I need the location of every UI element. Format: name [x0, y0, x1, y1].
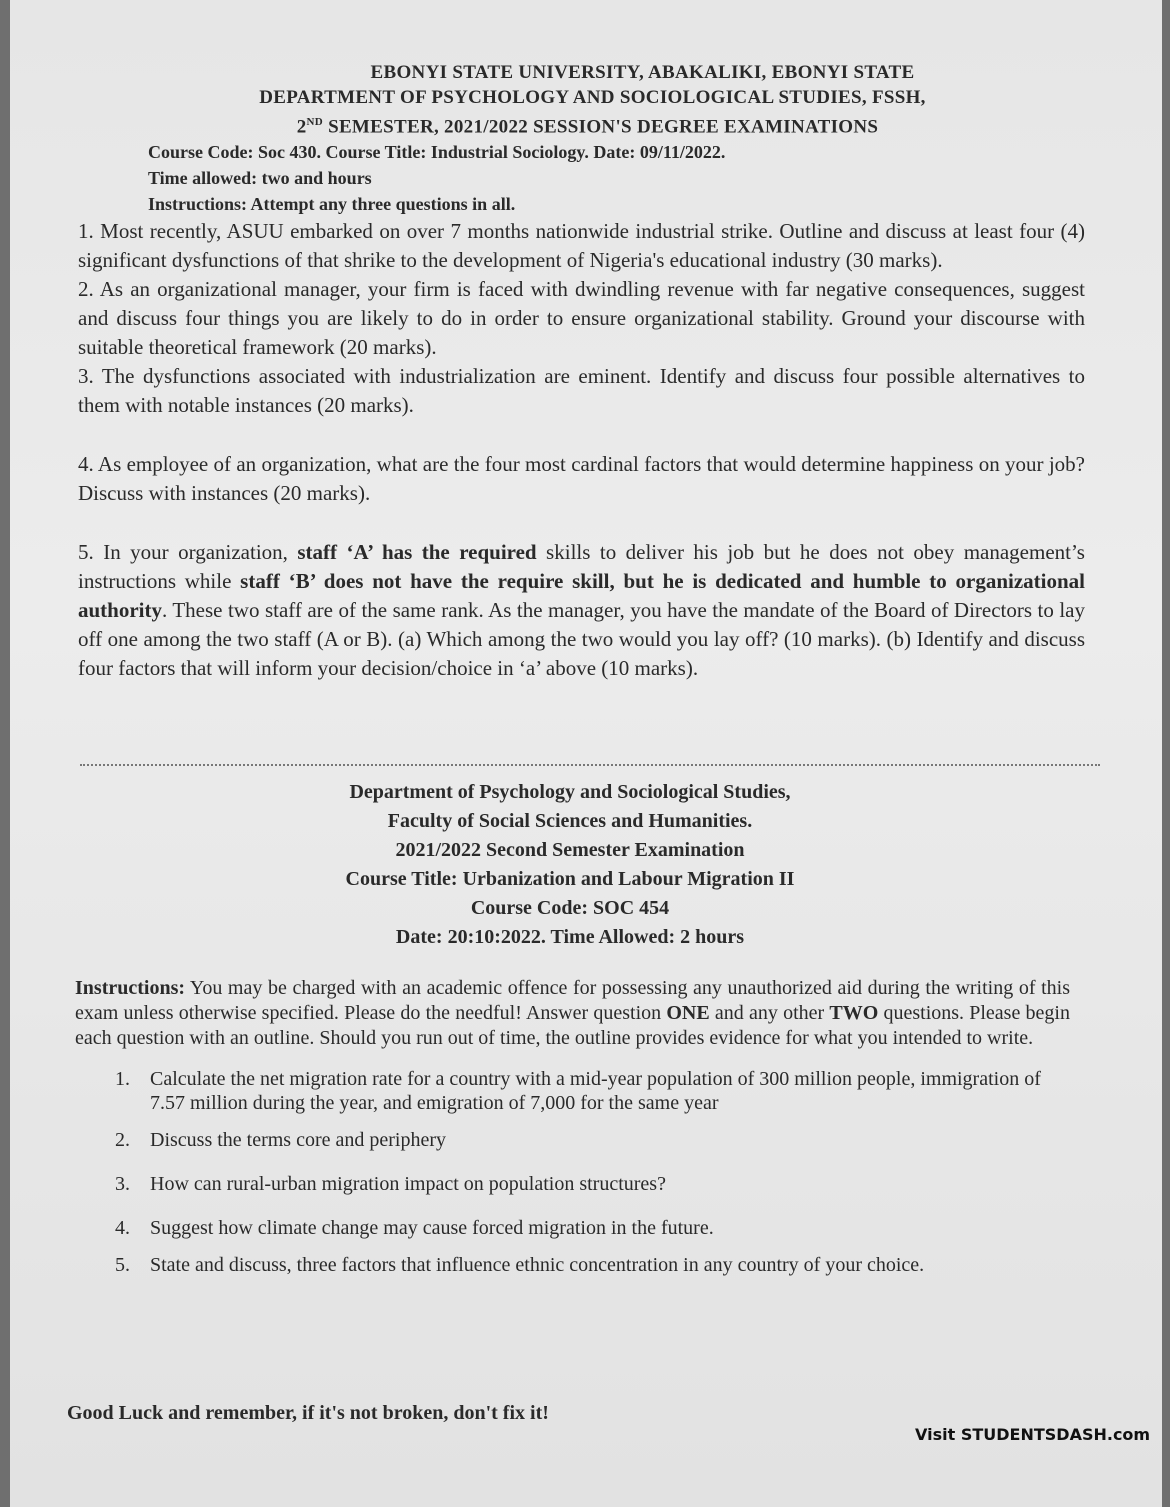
instructions: Instructions: Attempt any three questions in all. [148, 194, 516, 215]
q5-part-2: skills to deliver his job but he does not obey management’s instructions while [78, 540, 1085, 594]
q5-bold-1: staff ‘A’ has the required [297, 540, 537, 565]
semester-number: 2 [296, 116, 307, 138]
dotted-divider [80, 764, 1100, 766]
question-3: 3. The dysfunctions associated with industrialization are eminent. Identify and discuss four possible alternatives to them with notable instances (20 marks). [78, 364, 1085, 418]
instructions-one: ONE [666, 1002, 710, 1024]
instructions-mid: and any other [709, 1002, 830, 1024]
good-luck-note: Good Luck and remember, if it's not broken, don't fix it! [67, 1402, 549, 1424]
list-item [70, 1172, 1070, 1196]
question-number: 3. [115, 1173, 130, 1195]
watermark: Visit STUDENTSDASH.com [915, 1425, 1151, 1444]
question-number: 5. [115, 1254, 130, 1276]
q5-part-3: . These two staff are of the same rank. As the manager, you have the mandate of the Board of Directors to lay off one among the two staff (A or B). (a) Which among the two would you lay off? (10 marks). (b) Identify and discuss four factors that will inform your decision/choice in ‘a’ above (10 marks). [78, 598, 1085, 681]
question-5 [78, 538, 1085, 683]
instructions-end: questions. Please begin each question with an outline. Should you run out of time, the outline provides evidence for what you intended to write. [75, 1002, 1070, 1049]
instructions-label: Instructions: [75, 977, 186, 999]
question-text: State and discuss, three factors that influence ethnic concentration in any country of your choice. [150, 1254, 925, 1276]
list-item [70, 1128, 1070, 1152]
question-number: 2. [115, 1129, 130, 1151]
q5-bold-2: staff ‘B’ does not have the require skill, but he is dedicated and humble to organizational authority [78, 569, 1085, 623]
question-number: 4. [115, 1217, 130, 1239]
university-title: EBONYI STATE UNIVERSITY, ABAKALIKI, EBONYI STATE [370, 62, 915, 83]
question-list [70, 1067, 1070, 1277]
date-time: Date: 20:10:2022. Time Allowed: 2 hours [395, 926, 745, 948]
list-item [70, 1067, 1070, 1115]
question-2: 2. As an organizational manager, your firm is faced with dwindling revenue with far negative consequences, suggest and discuss four things you are likely to do in order to ensure organizational stability. Ground your discourse with suitable theoretical framework (20 marks). [78, 277, 1085, 360]
semester-rest: SEMESTER, 2021/2022 SESSION'S DEGREE EXAMINATIONS [323, 116, 879, 138]
instructions-text: You may be charged with an academic offence for possessing any unauthorized aid during the writing of this exam unless otherwise specified. Please do the needful! Answer question [75, 977, 1070, 1024]
faculty-title: Faculty of Social Sciences and Humanities. [387, 810, 753, 832]
question-text: Calculate the net migration rate for a country with a mid-year population of 300 million people, immigration of 7.57 million during the year, and emigration of 7,000 for the same year [150, 1068, 1041, 1114]
instructions-two: TWO [829, 1002, 879, 1024]
semester-superscript: ND [306, 116, 324, 128]
question-number: 1. [115, 1068, 130, 1090]
list-item [70, 1253, 1070, 1277]
exam-paper [10, 0, 1162, 1507]
exam-soc430 [70, 60, 1085, 683]
question-text: Suggest how climate change may cause forced migration in the future. [150, 1217, 714, 1239]
instructions-2 [75, 976, 1070, 1051]
question-1: 1. Most recently, ASUU embarked on over 7 months nationwide industrial strike. Outline and discuss at least four (4) significant dysfunctions of that shrike to the development of Nigeria's educational industry (30 marks). [78, 219, 1085, 273]
question-text: Discuss the terms core and periphery [150, 1129, 447, 1151]
course-title: Course Title: Urbanization and Labour Migration II [345, 868, 795, 890]
semester-title [70, 110, 1085, 139]
course-code: Course Code: SOC 454 [470, 897, 670, 919]
course-line: Course Code: Soc 430. Course Title: Industrial Sociology. Date: 09/11/2022. [148, 142, 726, 163]
exam-soc454 [70, 778, 1070, 1290]
exam-title: 2021/2022 Second Semester Examination [395, 839, 745, 861]
department2-title: Department of Psychology and Sociological Studies, [349, 781, 791, 803]
list-item [70, 1216, 1070, 1240]
q5-part-1: 5. In your organization, [78, 540, 298, 565]
question-text: How can rural-urban migration impact on population structures? [150, 1173, 666, 1195]
question-4: 4. As employee of an organization, what are the four most cardinal factors that would determine happiness on your job? Discuss with instances (20 marks). [78, 452, 1085, 506]
department-title: DEPARTMENT OF PSYCHOLOGY AND SOCIOLOGICAL STUDIES, FSSH, [259, 87, 926, 108]
time-allowed: Time allowed: two and hours [148, 168, 372, 189]
